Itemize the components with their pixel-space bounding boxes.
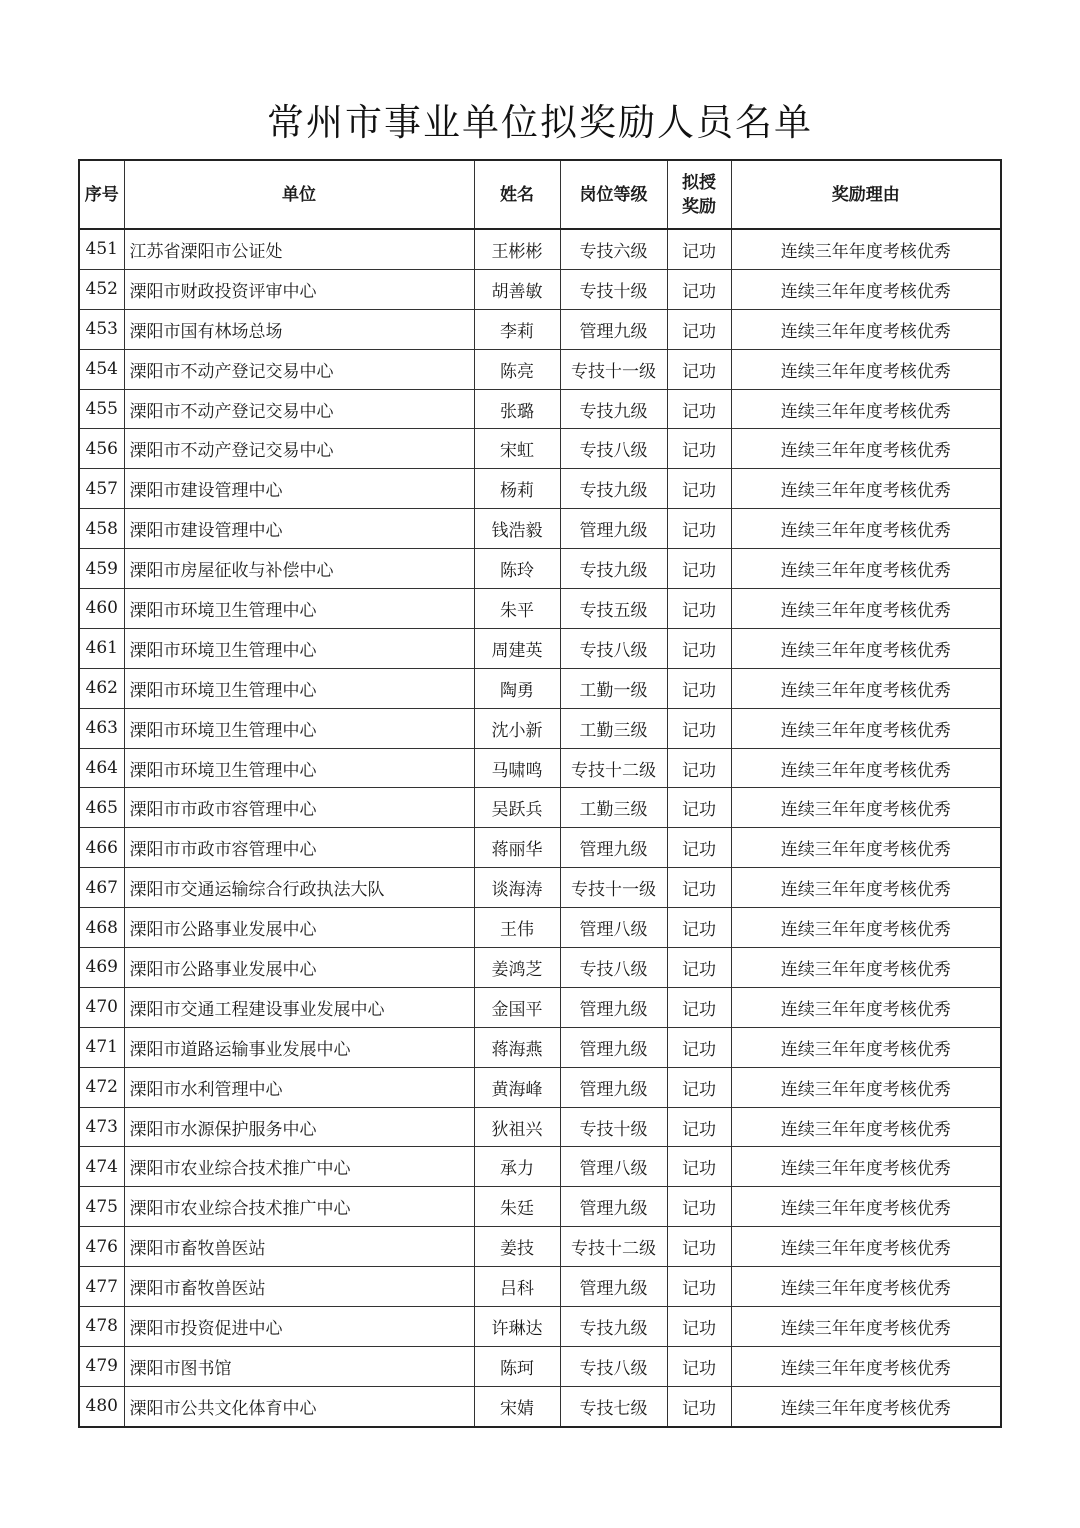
cell-grade: 专技八级: [560, 628, 667, 668]
cell-grade: 专技八级: [560, 429, 667, 469]
cell-award: 记功: [667, 589, 731, 629]
cell-reason: 连续三年年度考核优秀: [731, 589, 1001, 629]
table-row: [79, 1267, 1001, 1307]
cell-grade: 管理九级: [560, 1067, 667, 1107]
cell-reason: 连续三年年度考核优秀: [731, 948, 1001, 988]
cell-unit: 溧阳市建设管理中心: [124, 509, 474, 549]
cell-no: 464: [79, 748, 124, 788]
cell-no: 476: [79, 1227, 124, 1267]
cell-award: 记功: [667, 628, 731, 668]
table-row: [79, 788, 1001, 828]
cell-grade: 专技九级: [560, 1307, 667, 1347]
cell-grade: 管理九级: [560, 309, 667, 349]
table-row: [79, 948, 1001, 988]
cell-name: 吴跃兵: [474, 788, 560, 828]
header-reason: 奖励理由: [731, 160, 1001, 229]
table-row: [79, 668, 1001, 708]
cell-unit: 溧阳市市政市容管理中心: [124, 788, 474, 828]
table-row: [79, 549, 1001, 589]
cell-no: 472: [79, 1067, 124, 1107]
cell-grade: 专技七级: [560, 1386, 667, 1426]
table-row: [79, 748, 1001, 788]
cell-name: 钱浩毅: [474, 509, 560, 549]
cell-no: 463: [79, 708, 124, 748]
cell-unit: 江苏省溧阳市公证处: [124, 229, 474, 269]
cell-award: 记功: [667, 389, 731, 429]
cell-name: 狄祖兴: [474, 1107, 560, 1147]
table-row: [79, 628, 1001, 668]
cell-no: 479: [79, 1346, 124, 1386]
cell-grade: 管理八级: [560, 1147, 667, 1187]
cell-grade: 工勤三级: [560, 708, 667, 748]
cell-award: 记功: [667, 429, 731, 469]
cell-name: 王彬彬: [474, 229, 560, 269]
cell-no: 478: [79, 1307, 124, 1347]
cell-award: 记功: [667, 549, 731, 589]
table-header: [79, 160, 1001, 229]
cell-award: 记功: [667, 309, 731, 349]
cell-unit: 溧阳市交通运输综合行政执法大队: [124, 868, 474, 908]
cell-name: 陈亮: [474, 349, 560, 389]
cell-no: 475: [79, 1187, 124, 1227]
cell-reason: 连续三年年度考核优秀: [731, 269, 1001, 309]
cell-unit: 溧阳市水利管理中心: [124, 1067, 474, 1107]
cell-award: 记功: [667, 668, 731, 708]
table-row: [79, 589, 1001, 629]
cell-reason: 连续三年年度考核优秀: [731, 509, 1001, 549]
cell-award: 记功: [667, 788, 731, 828]
cell-no: 451: [79, 229, 124, 269]
table-row: [79, 868, 1001, 908]
table-row: [79, 1307, 1001, 1347]
cell-grade: 专技五级: [560, 589, 667, 629]
cell-no: 469: [79, 948, 124, 988]
cell-unit: 溧阳市环境卫生管理中心: [124, 668, 474, 708]
cell-grade: 管理九级: [560, 1267, 667, 1307]
cell-no: 473: [79, 1107, 124, 1147]
cell-grade: 专技八级: [560, 1346, 667, 1386]
cell-grade: 专技六级: [560, 229, 667, 269]
cell-name: 沈小新: [474, 708, 560, 748]
cell-grade: 管理九级: [560, 1187, 667, 1227]
cell-award: 记功: [667, 1346, 731, 1386]
cell-unit: 溧阳市环境卫生管理中心: [124, 708, 474, 748]
cell-name: 姜鸿芝: [474, 948, 560, 988]
cell-name: 黄海峰: [474, 1067, 560, 1107]
cell-award: 记功: [667, 509, 731, 549]
table-row: [79, 229, 1001, 269]
cell-unit: 溧阳市农业综合技术推广中心: [124, 1147, 474, 1187]
cell-unit: 溧阳市公路事业发展中心: [124, 908, 474, 948]
cell-name: 陈玲: [474, 549, 560, 589]
cell-unit: 溧阳市畜牧兽医站: [124, 1267, 474, 1307]
table-row: [79, 509, 1001, 549]
table-row: [79, 469, 1001, 509]
cell-award: 记功: [667, 1147, 731, 1187]
table-body: [79, 229, 1001, 1427]
cell-name: 许琳达: [474, 1307, 560, 1347]
cell-unit: 溧阳市农业综合技术推广中心: [124, 1187, 474, 1227]
table-row: [79, 708, 1001, 748]
cell-reason: 连续三年年度考核优秀: [731, 748, 1001, 788]
cell-unit: 溧阳市市政市容管理中心: [124, 828, 474, 868]
cell-name: 谈海涛: [474, 868, 560, 908]
cell-unit: 溧阳市环境卫生管理中心: [124, 748, 474, 788]
cell-grade: 专技八级: [560, 948, 667, 988]
header-name: 姓名: [474, 160, 560, 229]
cell-reason: 连续三年年度考核优秀: [731, 1067, 1001, 1107]
cell-award: 记功: [667, 708, 731, 748]
cell-unit: 溧阳市财政投资评审中心: [124, 269, 474, 309]
cell-no: 470: [79, 987, 124, 1027]
cell-reason: 连续三年年度考核优秀: [731, 1307, 1001, 1347]
cell-unit: 溧阳市道路运输事业发展中心: [124, 1027, 474, 1067]
table-row: [79, 1227, 1001, 1267]
cell-award: 记功: [667, 1227, 731, 1267]
cell-reason: 连续三年年度考核优秀: [731, 1147, 1001, 1187]
cell-award: 记功: [667, 349, 731, 389]
cell-name: 陶勇: [474, 668, 560, 708]
cell-reason: 连续三年年度考核优秀: [731, 349, 1001, 389]
cell-name: 金国平: [474, 987, 560, 1027]
cell-grade: 管理九级: [560, 987, 667, 1027]
cell-unit: 溧阳市畜牧兽医站: [124, 1227, 474, 1267]
cell-grade: 工勤一级: [560, 668, 667, 708]
cell-unit: 溧阳市不动产登记交易中心: [124, 349, 474, 389]
cell-unit: 溧阳市建设管理中心: [124, 469, 474, 509]
cell-name: 陈珂: [474, 1346, 560, 1386]
cell-unit: 溧阳市国有林场总场: [124, 309, 474, 349]
cell-grade: 专技十级: [560, 269, 667, 309]
page-title: 常州市事业单位拟奖励人员名单: [267, 101, 813, 144]
cell-name: 周建英: [474, 628, 560, 668]
cell-no: 461: [79, 628, 124, 668]
cell-unit: 溧阳市交通工程建设事业发展中心: [124, 987, 474, 1027]
cell-award: 记功: [667, 1027, 731, 1067]
cell-name: 宋虹: [474, 429, 560, 469]
cell-reason: 连续三年年度考核优秀: [731, 1227, 1001, 1267]
cell-no: 455: [79, 389, 124, 429]
cell-no: 471: [79, 1027, 124, 1067]
cell-name: 马啸鸣: [474, 748, 560, 788]
cell-award: 记功: [667, 269, 731, 309]
cell-reason: 连续三年年度考核优秀: [731, 1386, 1001, 1426]
cell-unit: 溧阳市环境卫生管理中心: [124, 628, 474, 668]
table-row: [79, 908, 1001, 948]
cell-reason: 连续三年年度考核优秀: [731, 1027, 1001, 1067]
cell-name: 吕科: [474, 1267, 560, 1307]
cell-no: 462: [79, 668, 124, 708]
cell-reason: 连续三年年度考核优秀: [731, 1187, 1001, 1227]
cell-unit: 溧阳市公共文化体育中心: [124, 1386, 474, 1426]
table-row: [79, 389, 1001, 429]
cell-name: 承力: [474, 1147, 560, 1187]
cell-no: 454: [79, 349, 124, 389]
cell-award: 记功: [667, 1386, 731, 1426]
cell-no: 452: [79, 269, 124, 309]
cell-reason: 连续三年年度考核优秀: [731, 1267, 1001, 1307]
cell-unit: 溧阳市水源保护服务中心: [124, 1107, 474, 1147]
cell-unit: 溧阳市房屋征收与补偿中心: [124, 549, 474, 589]
cell-unit: 溧阳市不动产登记交易中心: [124, 429, 474, 469]
cell-award: 记功: [667, 469, 731, 509]
cell-reason: 连续三年年度考核优秀: [731, 668, 1001, 708]
table-row: [79, 987, 1001, 1027]
cell-name: 宋婧: [474, 1386, 560, 1426]
cell-award: 记功: [667, 748, 731, 788]
cell-grade: 管理九级: [560, 509, 667, 549]
cell-name: 李莉: [474, 309, 560, 349]
cell-award: 记功: [667, 908, 731, 948]
table-row: [79, 1187, 1001, 1227]
cell-no: 457: [79, 469, 124, 509]
table-row: [79, 429, 1001, 469]
cell-no: 480: [79, 1386, 124, 1426]
table-row: [79, 828, 1001, 868]
cell-no: 458: [79, 509, 124, 549]
header-award: 拟授奖励: [667, 160, 731, 229]
cell-unit: 溧阳市图书馆: [124, 1346, 474, 1386]
header-unit: 单位: [124, 160, 474, 229]
cell-name: 蒋丽华: [474, 828, 560, 868]
cell-award: 记功: [667, 1107, 731, 1147]
cell-no: 477: [79, 1267, 124, 1307]
cell-name: 蒋海燕: [474, 1027, 560, 1067]
cell-grade: 专技十二级: [560, 1227, 667, 1267]
table-row: [79, 269, 1001, 309]
table-row: [79, 1027, 1001, 1067]
cell-name: 王伟: [474, 908, 560, 948]
cell-reason: 连续三年年度考核优秀: [731, 788, 1001, 828]
cell-grade: 管理八级: [560, 908, 667, 948]
cell-grade: 工勤三级: [560, 788, 667, 828]
cell-name: 姜技: [474, 1227, 560, 1267]
cell-unit: 溧阳市不动产登记交易中心: [124, 389, 474, 429]
cell-reason: 连续三年年度考核优秀: [731, 828, 1001, 868]
cell-award: 记功: [667, 828, 731, 868]
cell-no: 467: [79, 868, 124, 908]
cell-grade: 专技十二级: [560, 748, 667, 788]
cell-reason: 连续三年年度考核优秀: [731, 908, 1001, 948]
cell-reason: 连续三年年度考核优秀: [731, 868, 1001, 908]
cell-unit: 溧阳市投资促进中心: [124, 1307, 474, 1347]
cell-award: 记功: [667, 868, 731, 908]
table-row: [79, 309, 1001, 349]
header-row: [79, 160, 1001, 229]
cell-reason: 连续三年年度考核优秀: [731, 429, 1001, 469]
header-no: 序号: [79, 160, 124, 229]
cell-reason: 连续三年年度考核优秀: [731, 1107, 1001, 1147]
cell-reason: 连续三年年度考核优秀: [731, 708, 1001, 748]
cell-name: 朱廷: [474, 1187, 560, 1227]
table-row: [79, 1386, 1001, 1426]
cell-no: 460: [79, 589, 124, 629]
cell-no: 466: [79, 828, 124, 868]
table-row: [79, 1346, 1001, 1386]
cell-reason: 连续三年年度考核优秀: [731, 1346, 1001, 1386]
cell-reason: 连续三年年度考核优秀: [731, 229, 1001, 269]
cell-no: 474: [79, 1147, 124, 1187]
cell-award: 记功: [667, 987, 731, 1027]
cell-award: 记功: [667, 1307, 731, 1347]
cell-grade: 管理九级: [560, 1027, 667, 1067]
cell-no: 453: [79, 309, 124, 349]
cell-unit: 溧阳市公路事业发展中心: [124, 948, 474, 988]
cell-award: 记功: [667, 1067, 731, 1107]
cell-reason: 连续三年年度考核优秀: [731, 389, 1001, 429]
cell-no: 465: [79, 788, 124, 828]
cell-grade: 专技十一级: [560, 349, 667, 389]
cell-grade: 专技十一级: [560, 868, 667, 908]
cell-name: 杨莉: [474, 469, 560, 509]
cell-name: 朱平: [474, 589, 560, 629]
cell-grade: 专技九级: [560, 469, 667, 509]
cell-grade: 专技十级: [560, 1107, 667, 1147]
table-row: [79, 1107, 1001, 1147]
cell-unit: 溧阳市环境卫生管理中心: [124, 589, 474, 629]
cell-reason: 连续三年年度考核优秀: [731, 309, 1001, 349]
table-row: [79, 1147, 1001, 1187]
cell-grade: 专技九级: [560, 549, 667, 589]
cell-award: 记功: [667, 948, 731, 988]
cell-name: 胡善敏: [474, 269, 560, 309]
cell-award: 记功: [667, 1187, 731, 1227]
table-row: [79, 349, 1001, 389]
cell-no: 468: [79, 908, 124, 948]
table-row: [79, 1067, 1001, 1107]
cell-award: 记功: [667, 229, 731, 269]
cell-grade: 专技九级: [560, 389, 667, 429]
award-list-table: [78, 159, 1002, 1428]
cell-name: 张璐: [474, 389, 560, 429]
cell-reason: 连续三年年度考核优秀: [731, 987, 1001, 1027]
cell-no: 459: [79, 549, 124, 589]
cell-grade: 管理九级: [560, 828, 667, 868]
cell-reason: 连续三年年度考核优秀: [731, 549, 1001, 589]
cell-no: 456: [79, 429, 124, 469]
cell-reason: 连续三年年度考核优秀: [731, 628, 1001, 668]
header-grade: 岗位等级: [560, 160, 667, 229]
cell-reason: 连续三年年度考核优秀: [731, 469, 1001, 509]
cell-award: 记功: [667, 1267, 731, 1307]
